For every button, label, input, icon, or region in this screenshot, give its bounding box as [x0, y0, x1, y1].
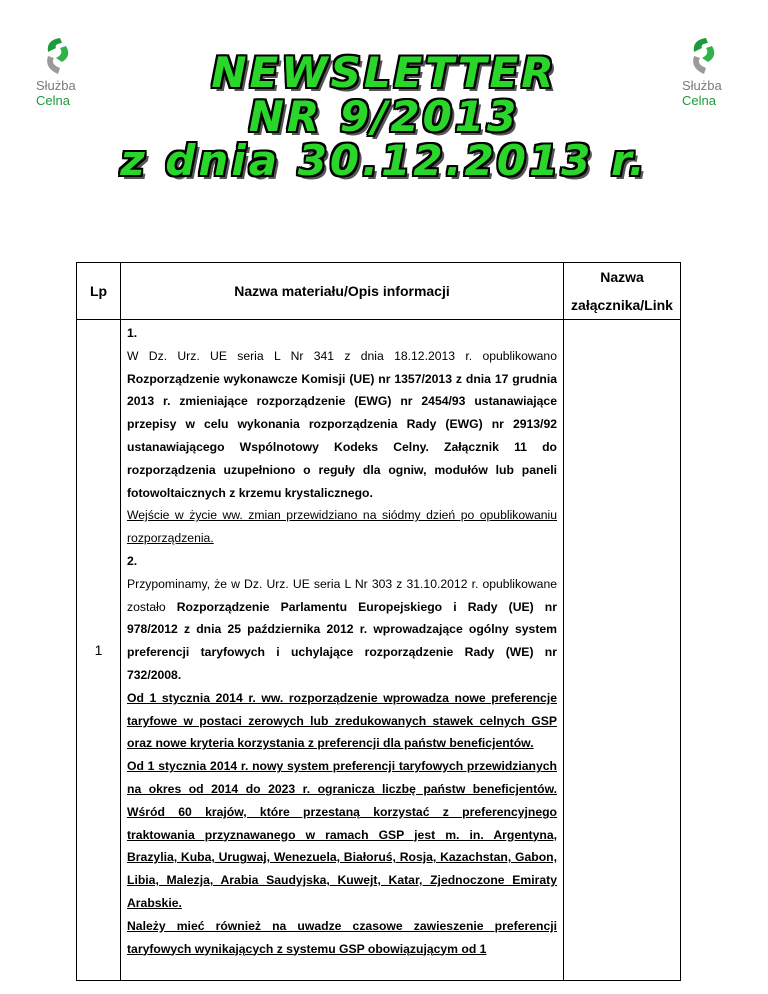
table-row [77, 320, 681, 981]
logo-text-line1: Służba [682, 78, 722, 93]
logo-text-line2: Celna [36, 93, 70, 108]
header-attachment-line2: załącznika/Link [571, 297, 673, 313]
row-description [121, 320, 564, 981]
table-header-row [77, 263, 681, 320]
newsletter-table [76, 262, 681, 981]
header-description: Nazwa materiału/Opis informacji [121, 263, 564, 320]
newsletter-title: NEWSLETTER [211, 48, 557, 97]
header-attachment-line1: Nazwa [600, 269, 644, 285]
item2-note-3: Należy mieć również na uwadze czasowe zawieszenie preferencji taryfowych wynikających z systemu GSP obowiązującym od 1 [127, 918, 557, 956]
newsletter-date: z dnia 30.12.2013 r. [120, 136, 648, 185]
logo-text-line2: Celna [682, 93, 716, 108]
newsletter-number: NR 9/2013 [248, 92, 520, 141]
logo-text-line1: Służba [36, 78, 76, 93]
header-lp: Lp [77, 263, 121, 320]
item2-regulation: Rozporządzenie Parlamentu Europejskiego i Rady (UE) nr 978/2012 z dnia 25 października 2012 r. wprowadzające ogólny system preferencji taryfowych i uchylające rozporządzenie Rady (WE) nr 732/2008. [127, 599, 557, 682]
header-attachment [564, 263, 681, 320]
item1-effective-date: Wejście w życie ww. zmian przewidziano na siódmy dzień po opublikowaniu rozporządzenia. [127, 508, 557, 546]
item2-number: 2. [127, 553, 138, 568]
row-attachment [564, 320, 681, 981]
item2-note-1: Od 1 stycznia 2014 r. ww. rozporządzenie wprowadza nowe preferencje taryfowe w postaci zerowych lub zredukowanych stawek celnych GSP oraz nowe kryteria korzystania z preferencji dla państw beneficjentów. [127, 690, 557, 751]
item1-number: 1. [127, 326, 138, 340]
item1-intro: W Dz. Urz. UE seria L Nr 341 z dnia 18.12.2013 r. opublikowano [127, 348, 557, 363]
item1-regulation: Rozporządzenie wykonawcze Komisji (UE) nr 1357/2013 z dnia 17 grudnia 2013 r. zmieniające rozporządzenie (EWG) nr 2454/93 ustanawiające przepisy w celu wykonania rozporządzenia Rady (EWG) nr 2913/92 ustanawiającego Wspólnotowy Kodeks Celny. Załącznik 11 do rozporządzenia uzupełniono o reguły dla ogniw, modułów lub paneli fotowoltaicznych z krzemu krystalicznego. [127, 371, 557, 500]
row-number: 1 [77, 320, 121, 981]
item2-intro: Przypominamy, że w Dz. Urz. UE seria L Nr 303 z 31.10.2012 r. opublikowane zostało [127, 576, 557, 614]
item2-note-2: Od 1 stycznia 2014 r. nowy system preferencji taryfowych przewidzianych na okres od 2014 do 2023 r. ogranicza liczbę państw beneficjentów. Wśród 60 krajów, które przestaną korzystać z preferencyjnego traktowania przyznawanego w ramach GSP jest m. in. Argentyna, Brazylia, Kuba, Urugwaj, Wenezuela, Białoruś, Rosja, Kazachstan, Gabon, Libia, Malezja, Arabia Saudyjska, Kuwejt, Katar, Zjednoczone Emiraty Arabskie. [127, 759, 557, 910]
